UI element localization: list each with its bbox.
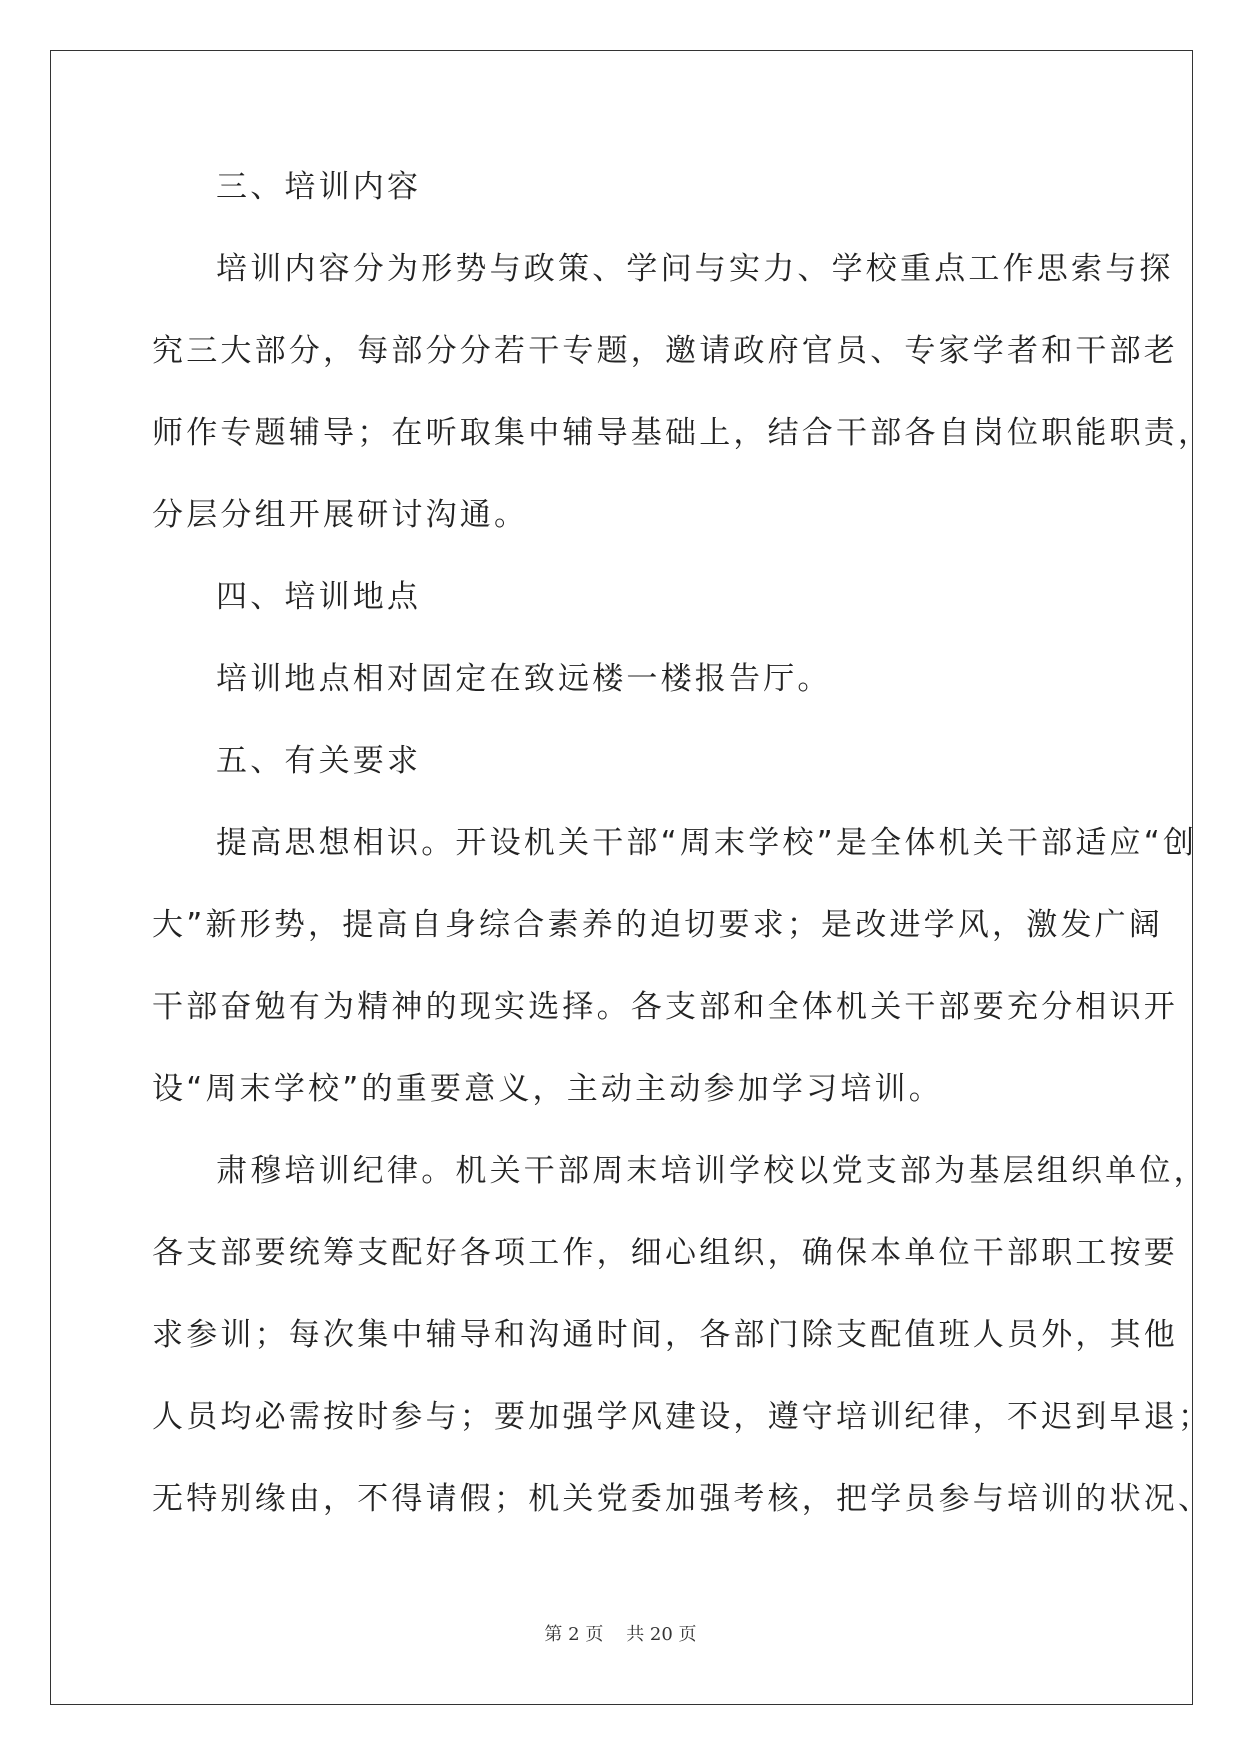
- paragraph-line: 培训地点相对固定在致远楼一楼报告厅。: [216, 661, 832, 697]
- paragraph-line: 师作专题辅导；在听取集中辅导基础上，结合干部各自岗位职能职责，: [152, 415, 1213, 451]
- section-heading-content: 三、培训内容: [216, 169, 422, 205]
- paragraph-line: 人员均必需按时参与；要加强学风建设，遵守培训纪律，不迟到早退；: [152, 1399, 1213, 1435]
- paragraph-line: 分层分组开展研讨沟通。: [152, 497, 529, 533]
- paragraph-line: 无特别缘由，不得请假；机关党委加强考核，把学员参与培训的状况、: [152, 1481, 1213, 1517]
- paragraph-line: 设“周末学校”的重要意义，主动主动参加学习培训。: [152, 1071, 943, 1107]
- document-body: [152, 160, 1213, 1554]
- page-number-footer: 第 2 页 共 20 页: [544, 1624, 697, 1645]
- paragraph-line: 大”新形势，提高自身综合素养的迫切要求；是改进学风，激发广阔: [152, 907, 1164, 943]
- paragraph-line: 究三大部分，每部分分若干专题，邀请政府官员、专家学者和干部老: [152, 333, 1178, 369]
- section-heading-requirements: 五、有关要求: [216, 743, 422, 779]
- paragraph-line: 各支部要统筹支配好各项工作，细心组织，确保本单位干部职工按要: [152, 1235, 1178, 1271]
- paragraph-line: 求参训；每次集中辅导和沟通时间，各部门除支配值班人员外，其他: [152, 1317, 1178, 1353]
- paragraph-line: 肃穆培训纪律。机关干部周末培训学校以党支部为基层组织单位，: [216, 1153, 1208, 1189]
- paragraph-line: 提高思想相识。开设机关干部“周末学校”是全体机关干部适应“创: [216, 825, 1198, 861]
- section-heading-location: 四、培训地点: [216, 579, 422, 615]
- paragraph-line: 培训内容分为形势与政策、学问与实力、学校重点工作思索与探: [216, 251, 1174, 287]
- paragraph-line: 干部奋勉有为精神的现实选择。各支部和全体机关干部要充分相识开: [152, 989, 1178, 1025]
